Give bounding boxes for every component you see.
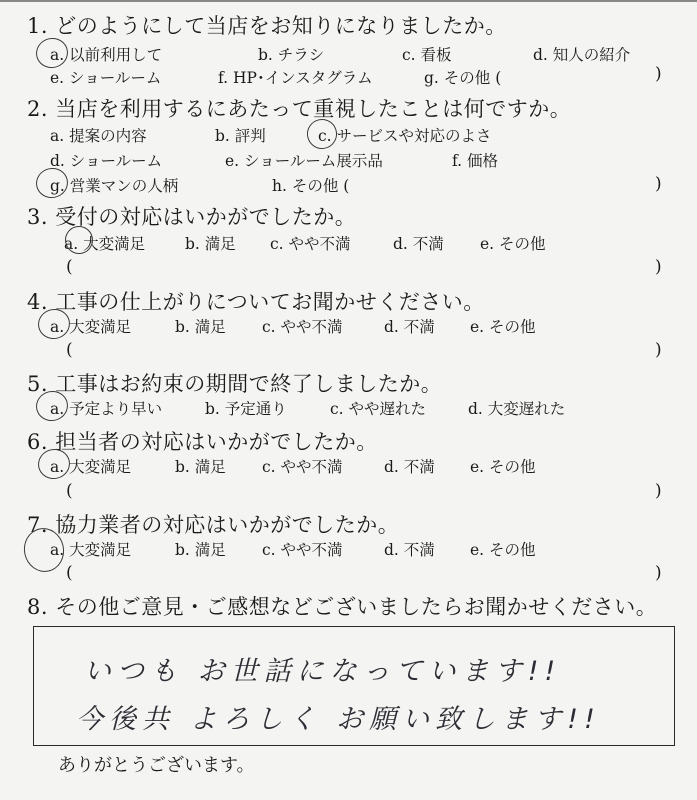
q1-option-b[interactable]: b. チラシ [258,46,325,64]
q3-option-a[interactable]: a. 大変満足 [64,235,146,253]
q2-option-h[interactable]: h. その他 ( [272,177,350,195]
q4-option-b[interactable]: b. 満足 [175,318,226,336]
q7-option-e[interactable]: e. その他 [470,541,536,559]
q2-option-f[interactable]: f. 価格 [452,152,499,170]
q4-title: 4. 工事の仕上がりについてお聞かせください。 [27,290,485,314]
q4-option-c[interactable]: c. やや不満 [262,318,343,336]
q6-option-b[interactable]: b. 満足 [175,458,226,476]
top-border [0,0,697,2]
q7-open-paren: ( [66,563,73,583]
q4-close-paren: ) [655,340,662,360]
q7-option-b[interactable]: b. 満足 [175,541,226,559]
q3-close-paren: ) [655,257,662,277]
q1-option-a[interactable]: a. 以前利用して [50,46,163,64]
q1-option-f[interactable]: f. HP･インスタグラム [218,69,373,87]
q7-close-paren: ) [655,563,662,583]
q7-title: 7. 協力業者の対応はいかがでしたか。 [27,513,400,537]
q6-close-paren: ) [655,481,662,501]
handwritten-comment-line-1: いつも お世話になっています!! [84,656,562,687]
q6-option-a[interactable]: a. 大変満足 [50,458,132,476]
q6-option-e[interactable]: e. その他 [470,458,536,476]
q5-option-d[interactable]: d. 大変遅れた [468,400,566,418]
q6-open-paren: ( [66,481,73,501]
q3-open-paren: ( [66,257,73,277]
q1-close-paren: ) [655,64,662,84]
q7-option-d[interactable]: d. 不満 [384,541,435,559]
q3-option-e[interactable]: e. その他 [480,235,546,253]
q5-option-b[interactable]: b. 予定通り [205,400,287,418]
q2-title: 2. 当店を利用するにあたって重視したことは何ですか。 [27,97,572,121]
q4-option-e[interactable]: e. その他 [470,318,536,336]
q3-title: 3. 受付の対応はいかがでしたか。 [27,205,357,229]
q2-option-b[interactable]: b. 評判 [215,127,266,145]
q7-option-a[interactable]: a. 大変満足 [50,541,132,559]
q2-option-e[interactable]: e. ショールーム展示品 [225,152,383,170]
handwritten-comment-line-2: 今後共 よろしく お願い致します!! [76,704,601,735]
q1-option-g[interactable]: g. その他 ( [424,69,502,87]
q2-option-d[interactable]: d. ショールーム [50,152,163,170]
q1-option-d[interactable]: d. 知人の紹介 [533,46,631,64]
q6-title: 6. 担当者の対応はいかがでしたか。 [27,430,378,454]
q8-title: 8. その他ご意見・ご感想などございましたらお聞かせください。 [27,595,658,619]
q7-option-c[interactable]: c. やや不満 [262,541,343,559]
q3-option-c[interactable]: c. やや不満 [270,235,351,253]
q6-option-d[interactable]: d. 不満 [384,458,435,476]
q2-option-a[interactable]: a. 提案の内容 [50,127,147,145]
q4-option-d[interactable]: d. 不満 [384,318,435,336]
q3-option-b[interactable]: b. 満足 [185,235,236,253]
q5-title: 5. 工事はお約束の期間で終了しましたか。 [27,372,443,396]
q4-open-paren: ( [66,340,73,360]
q3-option-d[interactable]: d. 不満 [393,235,444,253]
q1-option-e[interactable]: e. ショールーム [50,69,162,87]
q5-option-a[interactable]: a. 予定より早い [50,400,163,418]
thanks-text: ありがとうございます。 [58,755,255,776]
q2-option-g[interactable]: g. 営業マンの人柄 [50,177,179,195]
q1-option-c[interactable]: c. 看板 [402,46,452,64]
comment-box[interactable] [33,626,675,746]
q6-option-c[interactable]: c. やや不満 [262,458,343,476]
q4-option-a[interactable]: a. 大変満足 [50,318,132,336]
q2-close-paren: ) [655,174,662,194]
q1-title: 1. どのようにして当店をお知りになりましたか。 [27,14,507,38]
q5-option-c[interactable]: c. やや遅れた [330,400,427,418]
q2-option-c[interactable]: c. サービスや対応のよさ [318,127,492,145]
